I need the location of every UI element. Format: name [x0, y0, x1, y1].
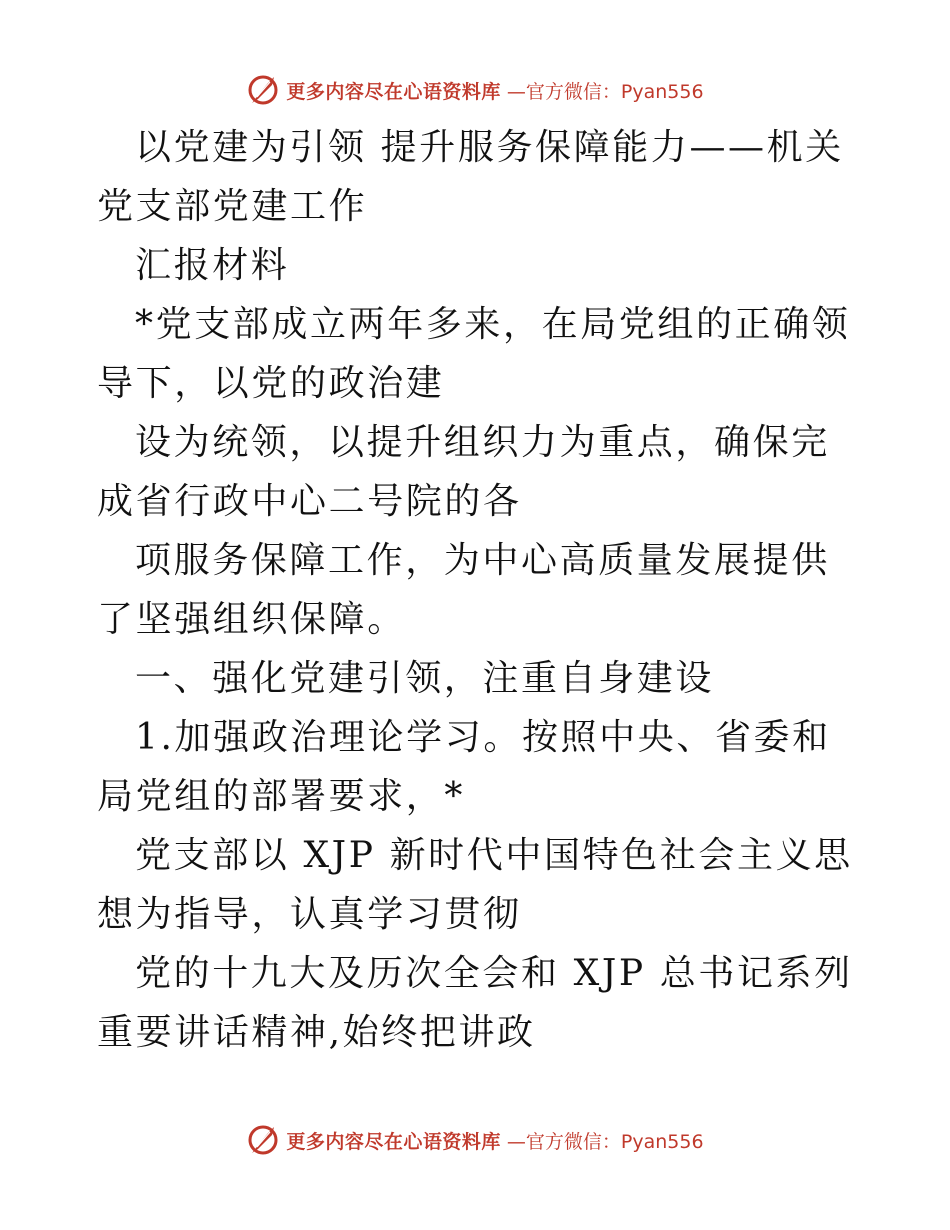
paragraph: 以党建为引领 提升服务保障能力——机关党支部党建工作: [97, 127, 844, 227]
watermark-footer: [0, 1120, 950, 1160]
watermark-main-text: 更多内容尽在心语资料库: [286, 80, 501, 103]
quill-logo-icon: [246, 73, 280, 107]
paragraph: 汇报材料: [135, 245, 290, 286]
watermark-header: [0, 70, 950, 110]
paragraph: 1.加强政治理论学习。按照中央、省委和局党组的部署要求，*: [97, 717, 831, 817]
watermark-main-text: 更多内容尽在心语资料库: [286, 1130, 501, 1153]
paragraph: 党支部以 XJP 新时代中国特色社会主义思想为指导，认真学习贯彻: [97, 835, 853, 935]
quill-logo-icon: [246, 1123, 280, 1157]
watermark-sub-text: —官方微信：Pyan556: [506, 80, 704, 103]
document-body: [97, 118, 857, 1062]
paragraph: 党的十九大及历次全会和 XJP 总书记系列重要讲话精神,始终把讲政: [97, 953, 853, 1053]
paragraph: *党支部成立两年多来，在局党组的正确领导下，以党的政治建: [97, 304, 851, 404]
watermark-sub-text: —官方微信：Pyan556: [506, 1130, 704, 1153]
paragraph: 项服务保障工作，为中心高质量发展提供了坚强组织保障。: [97, 540, 830, 640]
paragraph: 设为统领，以提升组织力为重点，确保完成省行政中心二号院的各: [97, 422, 830, 522]
section-heading: 一、强化党建引领，注重自身建设: [135, 658, 715, 699]
